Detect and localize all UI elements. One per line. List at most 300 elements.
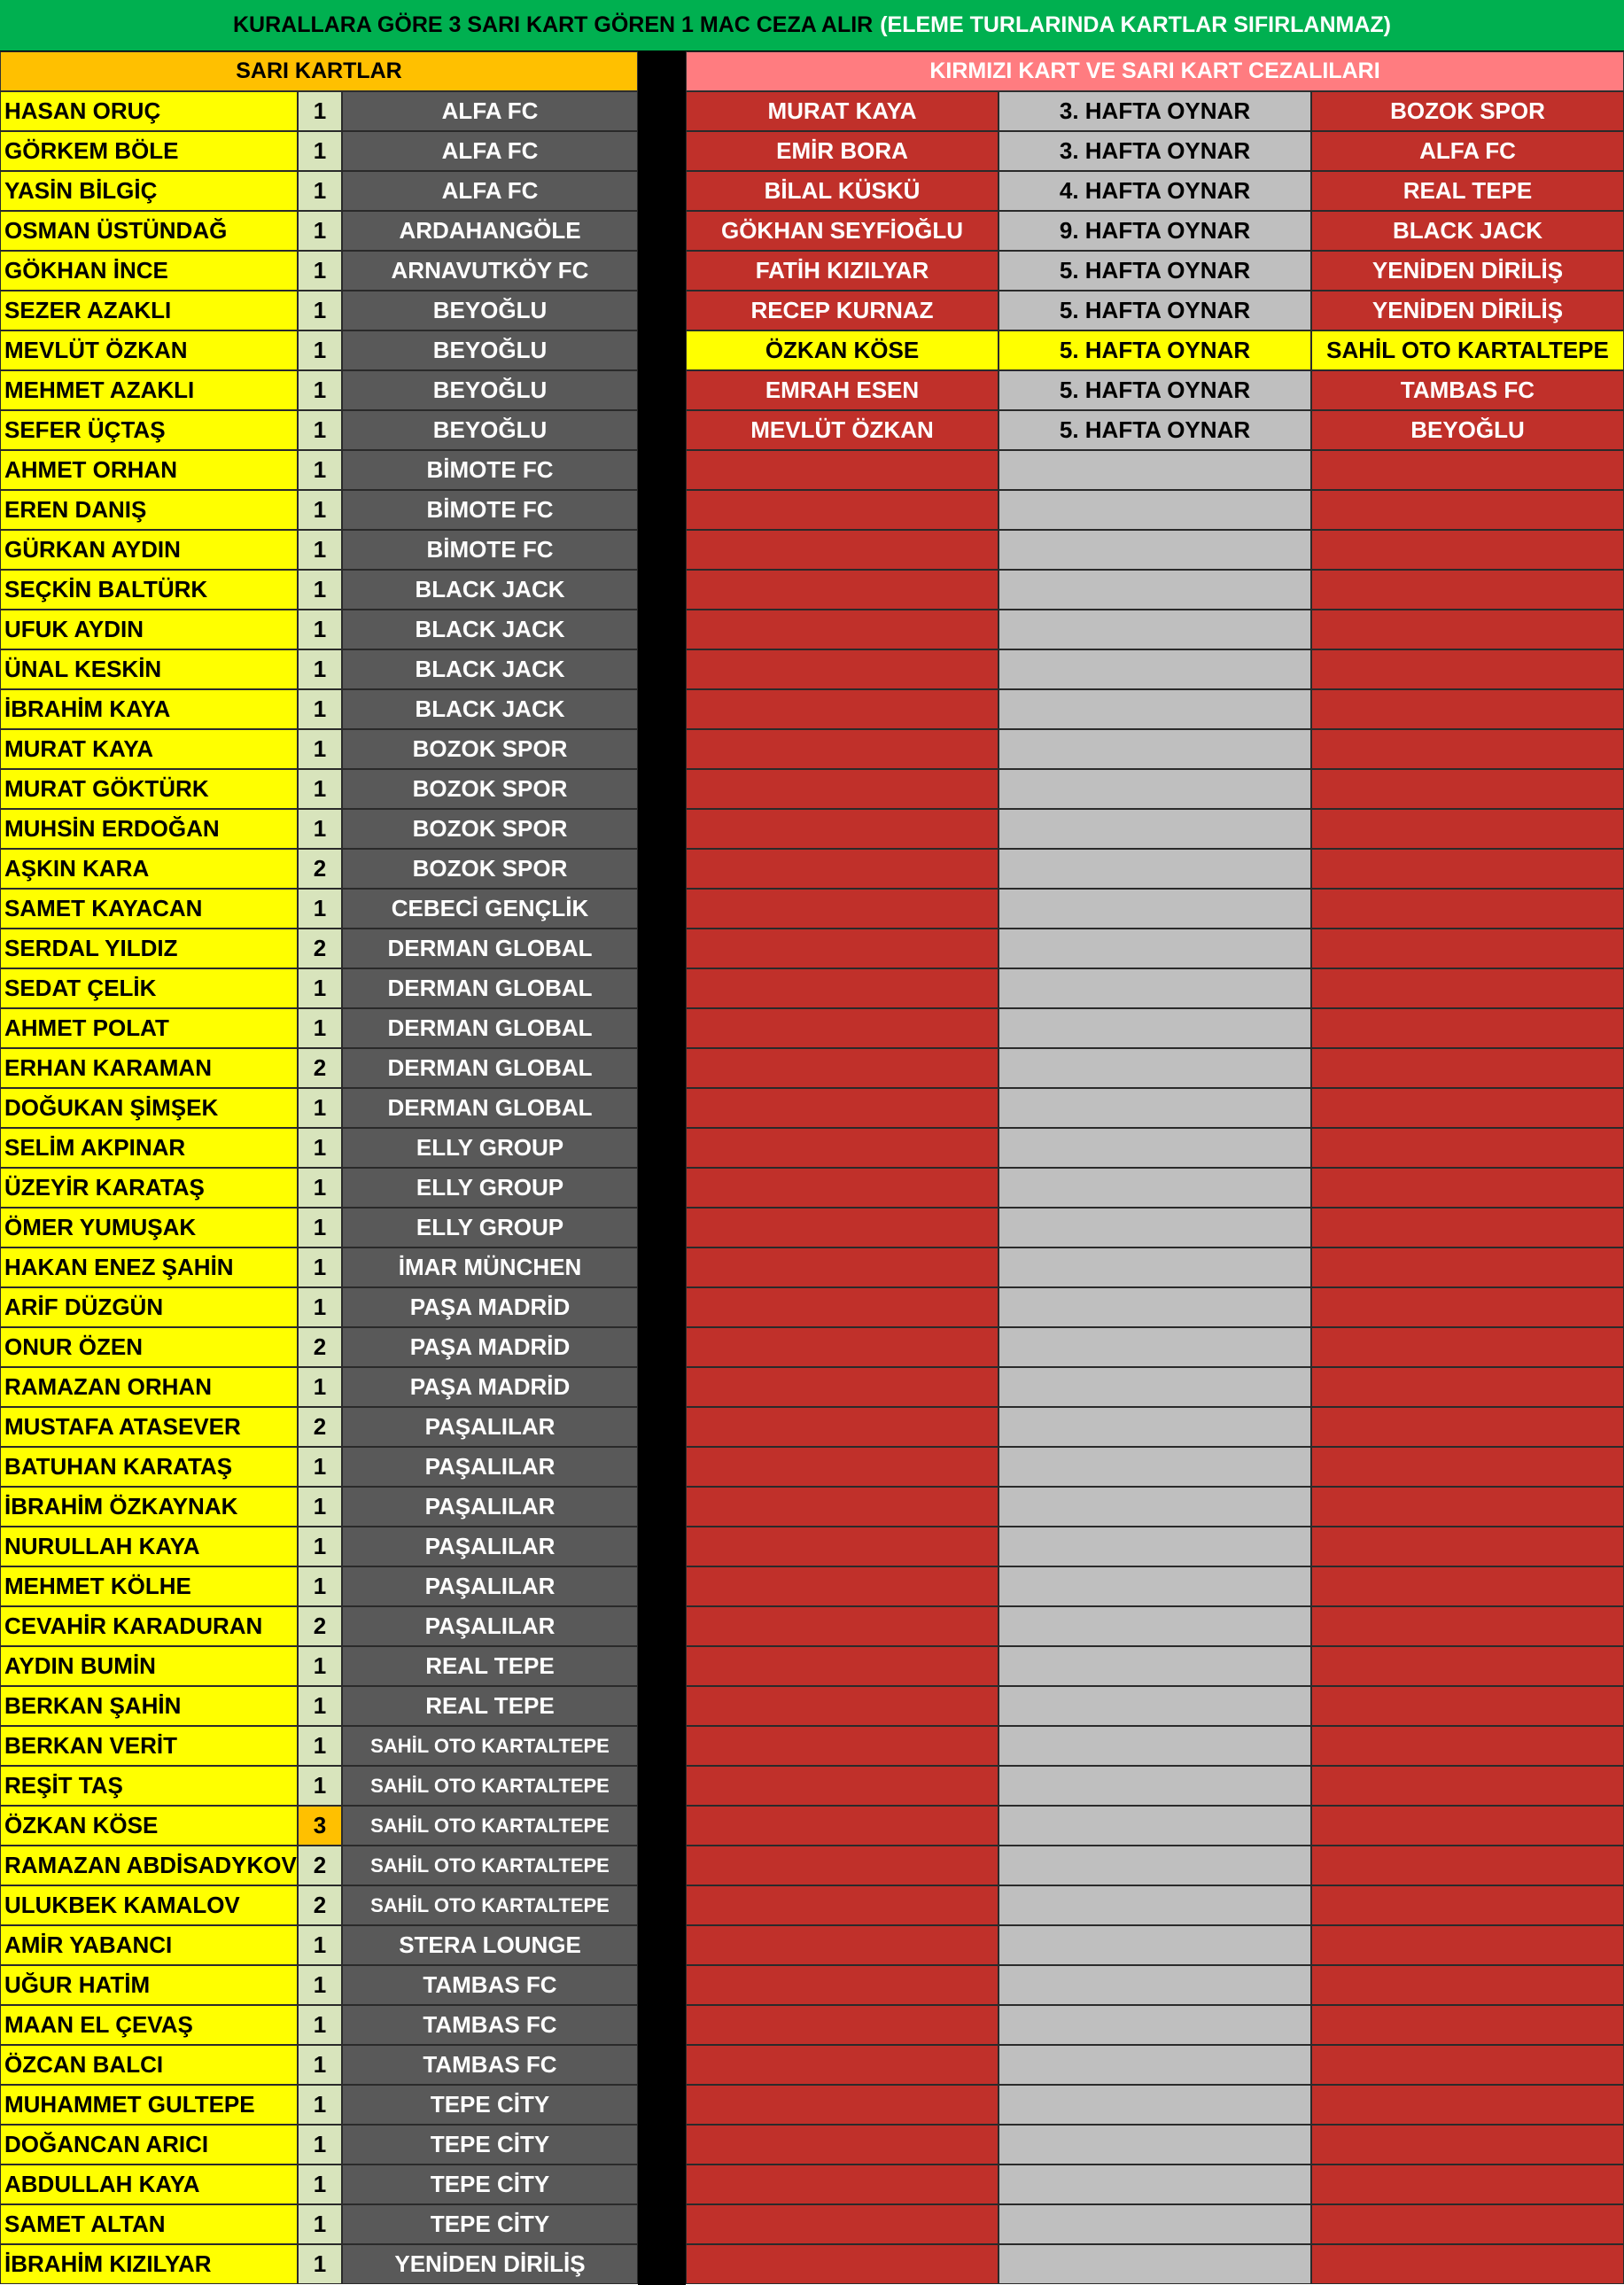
penalized-player-name bbox=[686, 2125, 998, 2165]
table-row bbox=[0, 1367, 638, 1407]
table-row bbox=[0, 2085, 638, 2125]
card-count: 1 bbox=[298, 968, 342, 1008]
table-row bbox=[0, 251, 638, 291]
table-row bbox=[686, 649, 1624, 689]
penalized-team-name: ALFA FC bbox=[1311, 131, 1624, 171]
team-name: PAŞALILAR bbox=[342, 1566, 638, 1606]
suspension-status bbox=[998, 1487, 1311, 1527]
card-count: 1 bbox=[298, 171, 342, 211]
card-count: 1 bbox=[298, 610, 342, 649]
table-row bbox=[686, 1208, 1624, 1247]
table-row bbox=[0, 1925, 638, 1965]
card-count: 2 bbox=[298, 929, 342, 968]
table-row bbox=[686, 2085, 1624, 2125]
team-name: TAMBAS FC bbox=[342, 2045, 638, 2085]
penalized-player-name bbox=[686, 968, 998, 1008]
table-row bbox=[0, 968, 638, 1008]
penalized-team-name bbox=[1311, 968, 1624, 1008]
suspension-status bbox=[998, 809, 1311, 849]
yellow-cards-header: SARI KARTLAR bbox=[0, 51, 638, 91]
table-row bbox=[686, 2244, 1624, 2284]
penalized-player-name bbox=[686, 809, 998, 849]
team-name: BLACK JACK bbox=[342, 610, 638, 649]
card-count: 1 bbox=[298, 450, 342, 490]
penalized-team-name: BOZOK SPOR bbox=[1311, 91, 1624, 131]
suspension-status bbox=[998, 2085, 1311, 2125]
rules-banner-note: (ELEME TURLARINDA KARTLAR SIFIRLANMAZ) bbox=[880, 12, 1392, 37]
team-name: PAŞALILAR bbox=[342, 1407, 638, 1447]
suspension-status bbox=[998, 610, 1311, 649]
table-row bbox=[686, 1407, 1624, 1447]
card-count: 1 bbox=[298, 1168, 342, 1208]
card-count: 2 bbox=[298, 1885, 342, 1925]
table-row bbox=[0, 1965, 638, 2005]
suspension-status bbox=[998, 1606, 1311, 1646]
table-row bbox=[686, 889, 1624, 929]
table-row bbox=[686, 1367, 1624, 1407]
table-row bbox=[686, 689, 1624, 729]
table-row bbox=[686, 1606, 1624, 1646]
penalized-team-name bbox=[1311, 1646, 1624, 1686]
table-row bbox=[686, 610, 1624, 649]
team-name: ALFA FC bbox=[342, 91, 638, 131]
penalized-team-name: YENİDEN DİRİLİŞ bbox=[1311, 251, 1624, 291]
card-count: 1 bbox=[298, 2165, 342, 2204]
penalized-team-name bbox=[1311, 1965, 1624, 2005]
suspension-status bbox=[998, 2125, 1311, 2165]
player-name: AŞKIN KARA bbox=[0, 849, 298, 889]
table-row bbox=[686, 1766, 1624, 1806]
penalized-team-name bbox=[1311, 1128, 1624, 1168]
table-row bbox=[0, 370, 638, 410]
team-name: ELLY GROUP bbox=[342, 1168, 638, 1208]
table-row bbox=[0, 1088, 638, 1128]
player-name: AHMET POLAT bbox=[0, 1008, 298, 1048]
table-row bbox=[686, 171, 1624, 211]
player-name: SEFER ÜÇTAŞ bbox=[0, 410, 298, 450]
suspension-status bbox=[998, 1726, 1311, 1766]
table-row bbox=[0, 2165, 638, 2204]
team-name: PAŞA MADRİD bbox=[342, 1287, 638, 1327]
table-row bbox=[686, 131, 1624, 171]
penalized-player-name bbox=[686, 1885, 998, 1925]
penalized-player-name bbox=[686, 1846, 998, 1885]
team-name: STERA LOUNGE bbox=[342, 1925, 638, 1965]
team-name: BİMOTE FC bbox=[342, 450, 638, 490]
card-count: 1 bbox=[298, 1925, 342, 1965]
table-row bbox=[0, 2005, 638, 2045]
penalized-team-name bbox=[1311, 490, 1624, 530]
player-name: HASAN ORUÇ bbox=[0, 91, 298, 131]
card-count: 2 bbox=[298, 1327, 342, 1367]
player-name: MUSTAFA ATASEVER bbox=[0, 1407, 298, 1447]
table-row bbox=[0, 410, 638, 450]
penalized-player-name bbox=[686, 849, 998, 889]
penalized-player-name bbox=[686, 450, 998, 490]
card-count: 1 bbox=[298, 211, 342, 251]
penalized-team-name bbox=[1311, 1208, 1624, 1247]
suspension-status bbox=[998, 2165, 1311, 2204]
team-name: PAŞA MADRİD bbox=[342, 1327, 638, 1367]
team-name: ALFA FC bbox=[342, 131, 638, 171]
penalized-team-name bbox=[1311, 570, 1624, 610]
team-name: PAŞA MADRİD bbox=[342, 1367, 638, 1407]
player-name: ULUKBEK KAMALOV bbox=[0, 1885, 298, 1925]
suspension-status: 4. HAFTA OYNAR bbox=[998, 171, 1311, 211]
player-name: MEHMET AZAKLI bbox=[0, 370, 298, 410]
suspension-status bbox=[998, 1766, 1311, 1806]
suspension-status: 5. HAFTA OYNAR bbox=[998, 330, 1311, 370]
table-row bbox=[0, 889, 638, 929]
table-row bbox=[686, 929, 1624, 968]
table-row bbox=[0, 689, 638, 729]
penalized-team-name bbox=[1311, 649, 1624, 689]
team-name: SAHİL OTO KARTALTEPE bbox=[342, 1846, 638, 1885]
suspension-status bbox=[998, 1168, 1311, 1208]
penalized-player-name bbox=[686, 2085, 998, 2125]
suspension-status bbox=[998, 1208, 1311, 1247]
card-count: 1 bbox=[298, 1686, 342, 1726]
penalized-team-name bbox=[1311, 929, 1624, 968]
penalized-player-name bbox=[686, 1686, 998, 1726]
card-count: 1 bbox=[298, 490, 342, 530]
table-row bbox=[0, 1048, 638, 1088]
penalized-team-name bbox=[1311, 1806, 1624, 1846]
table-row bbox=[686, 849, 1624, 889]
suspension-status: 9. HAFTA OYNAR bbox=[998, 211, 1311, 251]
suspension-status bbox=[998, 570, 1311, 610]
suspension-status: 3. HAFTA OYNAR bbox=[998, 131, 1311, 171]
table-row bbox=[0, 1208, 638, 1247]
player-name: BERKAN ŞAHİN bbox=[0, 1686, 298, 1726]
team-name: TEPE CİTY bbox=[342, 2125, 638, 2165]
penalized-player-name bbox=[686, 2204, 998, 2244]
card-count: 1 bbox=[298, 291, 342, 330]
penalized-team-name bbox=[1311, 1566, 1624, 1606]
penalized-team-name bbox=[1311, 2165, 1624, 2204]
penalized-team-name bbox=[1311, 889, 1624, 929]
table-row bbox=[686, 1686, 1624, 1726]
penalized-player-name bbox=[686, 530, 998, 570]
penalized-team-name bbox=[1311, 1925, 1624, 1965]
card-count: 1 bbox=[298, 1965, 342, 2005]
player-name: ÖZKAN KÖSE bbox=[0, 1806, 298, 1846]
penalized-team-name bbox=[1311, 1686, 1624, 1726]
penalized-team-name bbox=[1311, 729, 1624, 769]
suspension-status bbox=[998, 1247, 1311, 1287]
table-row bbox=[686, 1527, 1624, 1566]
suspension-status bbox=[998, 530, 1311, 570]
card-count: 1 bbox=[298, 330, 342, 370]
table-row bbox=[686, 1806, 1624, 1846]
penalized-player-name bbox=[686, 689, 998, 729]
card-count: 1 bbox=[298, 1566, 342, 1606]
suspension-status bbox=[998, 1287, 1311, 1327]
suspension-status bbox=[998, 1048, 1311, 1088]
table-row bbox=[0, 1287, 638, 1327]
table-row bbox=[0, 2125, 638, 2165]
suspension-status bbox=[998, 889, 1311, 929]
penalized-team-name bbox=[1311, 2125, 1624, 2165]
player-name: AHMET ORHAN bbox=[0, 450, 298, 490]
suspension-status bbox=[998, 968, 1311, 1008]
penalized-player-name bbox=[686, 610, 998, 649]
table-row bbox=[0, 1766, 638, 1806]
suspension-status bbox=[998, 2204, 1311, 2244]
table-row bbox=[0, 1447, 638, 1487]
suspension-status bbox=[998, 1088, 1311, 1128]
table-row bbox=[0, 1806, 638, 1846]
table-row bbox=[686, 450, 1624, 490]
table-row bbox=[0, 1646, 638, 1686]
penalized-player-name bbox=[686, 2045, 998, 2085]
card-count: 1 bbox=[298, 1367, 342, 1407]
penalized-team-name bbox=[1311, 1606, 1624, 1646]
penalized-team-name bbox=[1311, 1726, 1624, 1766]
table-row bbox=[686, 1885, 1624, 1925]
rules-banner-text: KURALLARA GÖRE 3 SARI KART GÖREN 1 MAC CEZA ALIR bbox=[232, 12, 874, 37]
card-count: 1 bbox=[298, 1008, 342, 1048]
table-row bbox=[686, 330, 1624, 370]
penalized-team-name bbox=[1311, 1487, 1624, 1527]
table-row bbox=[0, 1686, 638, 1726]
penalized-player-name bbox=[686, 1766, 998, 1806]
card-count: 1 bbox=[298, 2204, 342, 2244]
player-name: SEZER AZAKLI bbox=[0, 291, 298, 330]
penalized-team-name: YENİDEN DİRİLİŞ bbox=[1311, 291, 1624, 330]
table-row bbox=[686, 2005, 1624, 2045]
player-name: MURAT KAYA bbox=[0, 729, 298, 769]
table-row bbox=[0, 2045, 638, 2085]
penalized-player-name bbox=[686, 1367, 998, 1407]
penalized-player-name bbox=[686, 2165, 998, 2204]
table-row bbox=[686, 1965, 1624, 2005]
penalized-team-name bbox=[1311, 2045, 1624, 2085]
player-name: BERKAN VERİT bbox=[0, 1726, 298, 1766]
penalized-team-name bbox=[1311, 1247, 1624, 1287]
suspension-status bbox=[998, 490, 1311, 530]
table-row bbox=[686, 370, 1624, 410]
penalized-team-name bbox=[1311, 450, 1624, 490]
player-name: SAMET ALTAN bbox=[0, 2204, 298, 2244]
card-count: 1 bbox=[298, 2085, 342, 2125]
card-count: 1 bbox=[298, 2005, 342, 2045]
card-count: 1 bbox=[298, 729, 342, 769]
suspension-status: 3. HAFTA OYNAR bbox=[998, 91, 1311, 131]
card-count: 1 bbox=[298, 1247, 342, 1287]
suspension-status bbox=[998, 1527, 1311, 1566]
table-row bbox=[0, 1527, 638, 1566]
card-count: 1 bbox=[298, 570, 342, 610]
penalties-header: KIRMIZI KART VE SARI KART CEZALILARI bbox=[686, 51, 1624, 91]
penalized-team-name bbox=[1311, 2244, 1624, 2284]
table-row bbox=[0, 570, 638, 610]
column-separator bbox=[638, 51, 686, 2285]
team-name: ELLY GROUP bbox=[342, 1128, 638, 1168]
table-row bbox=[0, 211, 638, 251]
player-name: EREN DANIŞ bbox=[0, 490, 298, 530]
table-row bbox=[0, 1008, 638, 1048]
suspension-status bbox=[998, 689, 1311, 729]
table-row bbox=[0, 1247, 638, 1287]
team-name: PAŞALILAR bbox=[342, 1606, 638, 1646]
table-row bbox=[0, 91, 638, 131]
player-name: GÜRKAN AYDIN bbox=[0, 530, 298, 570]
table-row bbox=[686, 570, 1624, 610]
card-count: 1 bbox=[298, 1128, 342, 1168]
suspension-status: 5. HAFTA OYNAR bbox=[998, 291, 1311, 330]
player-name: RAMAZAN ABDİSADYKOV bbox=[0, 1846, 298, 1885]
penalized-player-name bbox=[686, 1606, 998, 1646]
team-name: DERMAN GLOBAL bbox=[342, 968, 638, 1008]
penalized-player-name bbox=[686, 769, 998, 809]
suspension-status bbox=[998, 1008, 1311, 1048]
penalized-player-name: BİLAL KÜSKÜ bbox=[686, 171, 998, 211]
table-row bbox=[0, 131, 638, 171]
team-name: SAHİL OTO KARTALTEPE bbox=[342, 1726, 638, 1766]
team-name: PAŞALILAR bbox=[342, 1527, 638, 1566]
table-row bbox=[686, 1327, 1624, 1367]
card-count: 1 bbox=[298, 809, 342, 849]
table-row bbox=[686, 291, 1624, 330]
player-name: İBRAHİM ÖZKAYNAK bbox=[0, 1487, 298, 1527]
player-name: MUHSİN ERDOĞAN bbox=[0, 809, 298, 849]
player-name: MUHAMMET GULTEPE bbox=[0, 2085, 298, 2125]
table-row bbox=[0, 610, 638, 649]
penalized-team-name bbox=[1311, 1527, 1624, 1566]
suspension-status bbox=[998, 2005, 1311, 2045]
penalized-player-name bbox=[686, 2005, 998, 2045]
penalized-team-name: BEYOĞLU bbox=[1311, 410, 1624, 450]
team-name: CEBECİ GENÇLİK bbox=[342, 889, 638, 929]
penalized-player-name: GÖKHAN SEYFİOĞLU bbox=[686, 211, 998, 251]
player-name: SELİM AKPINAR bbox=[0, 1128, 298, 1168]
player-name: ERHAN KARAMAN bbox=[0, 1048, 298, 1088]
player-name: SEDAT ÇELİK bbox=[0, 968, 298, 1008]
card-count: 1 bbox=[298, 1766, 342, 1806]
table-row bbox=[686, 2204, 1624, 2244]
team-name: ALFA FC bbox=[342, 171, 638, 211]
team-name: TEPE CİTY bbox=[342, 2165, 638, 2204]
suspension-status bbox=[998, 1806, 1311, 1846]
penalized-player-name: EMİR BORA bbox=[686, 131, 998, 171]
card-count: 2 bbox=[298, 1048, 342, 1088]
penalized-player-name: ÖZKAN KÖSE bbox=[686, 330, 998, 370]
team-name: TAMBAS FC bbox=[342, 1965, 638, 2005]
team-name: ARNAVUTKÖY FC bbox=[342, 251, 638, 291]
team-name: ELLY GROUP bbox=[342, 1208, 638, 1247]
penalized-player-name bbox=[686, 649, 998, 689]
penalized-player-name bbox=[686, 1447, 998, 1487]
team-name: BLACK JACK bbox=[342, 570, 638, 610]
team-name: BİMOTE FC bbox=[342, 490, 638, 530]
penalized-team-name bbox=[1311, 1287, 1624, 1327]
table-row bbox=[0, 1487, 638, 1527]
player-name: AYDIN BUMİN bbox=[0, 1646, 298, 1686]
penalized-team-name: SAHİL OTO KARTALTEPE bbox=[1311, 330, 1624, 370]
table-row bbox=[0, 330, 638, 370]
team-name: TAMBAS FC bbox=[342, 2005, 638, 2045]
card-count: 1 bbox=[298, 530, 342, 570]
suspension-status bbox=[998, 1965, 1311, 2005]
team-name: SAHİL OTO KARTALTEPE bbox=[342, 1806, 638, 1846]
table-row bbox=[686, 1846, 1624, 1885]
team-name: BOZOK SPOR bbox=[342, 769, 638, 809]
suspension-status bbox=[998, 1407, 1311, 1447]
player-name: SAMET KAYACAN bbox=[0, 889, 298, 929]
card-count: 1 bbox=[298, 1726, 342, 1766]
table-row bbox=[0, 2244, 638, 2284]
penalized-player-name bbox=[686, 1088, 998, 1128]
penalized-player-name: FATİH KIZILYAR bbox=[686, 251, 998, 291]
player-name: ABDULLAH KAYA bbox=[0, 2165, 298, 2204]
table-row bbox=[686, 1128, 1624, 1168]
card-count: 1 bbox=[298, 1447, 342, 1487]
player-name: REŞİT TAŞ bbox=[0, 1766, 298, 1806]
penalized-player-name bbox=[686, 1527, 998, 1566]
penalized-player-name: MEVLÜT ÖZKAN bbox=[686, 410, 998, 450]
suspension-status bbox=[998, 1885, 1311, 1925]
team-name: DERMAN GLOBAL bbox=[342, 1048, 638, 1088]
team-name: BOZOK SPOR bbox=[342, 849, 638, 889]
table-row bbox=[0, 929, 638, 968]
penalized-player-name: EMRAH ESEN bbox=[686, 370, 998, 410]
penalized-player-name bbox=[686, 1048, 998, 1088]
team-name: PAŞALILAR bbox=[342, 1487, 638, 1527]
card-count: 2 bbox=[298, 1606, 342, 1646]
table-row bbox=[0, 450, 638, 490]
penalized-player-name bbox=[686, 1287, 998, 1327]
card-count: 1 bbox=[298, 1527, 342, 1566]
rules-banner bbox=[0, 0, 1624, 51]
penalized-team-name bbox=[1311, 689, 1624, 729]
player-name: ÜZEYİR KARATAŞ bbox=[0, 1168, 298, 1208]
table-row bbox=[686, 1646, 1624, 1686]
card-count: 1 bbox=[298, 131, 342, 171]
card-count: 1 bbox=[298, 410, 342, 450]
suspension-status bbox=[998, 1925, 1311, 1965]
table-row bbox=[0, 490, 638, 530]
penalized-team-name bbox=[1311, 1048, 1624, 1088]
suspension-status bbox=[998, 2045, 1311, 2085]
table-row bbox=[0, 530, 638, 570]
card-count: 1 bbox=[298, 889, 342, 929]
penalized-player-name bbox=[686, 1247, 998, 1287]
suspension-status bbox=[998, 1646, 1311, 1686]
table-row bbox=[686, 968, 1624, 1008]
player-name: DOĞUKAN ŞİMŞEK bbox=[0, 1088, 298, 1128]
penalized-player-name bbox=[686, 1806, 998, 1846]
player-name: MURAT GÖKTÜRK bbox=[0, 769, 298, 809]
table-row bbox=[686, 1168, 1624, 1208]
player-name: RAMAZAN ORHAN bbox=[0, 1367, 298, 1407]
suspension-status bbox=[998, 1686, 1311, 1726]
card-count: 1 bbox=[298, 251, 342, 291]
team-name: BEYOĞLU bbox=[342, 410, 638, 450]
card-count: 1 bbox=[298, 370, 342, 410]
penalized-player-name bbox=[686, 490, 998, 530]
suspension-status: 5. HAFTA OYNAR bbox=[998, 410, 1311, 450]
penalized-player-name bbox=[686, 1965, 998, 2005]
player-name: DOĞANCAN ARICI bbox=[0, 2125, 298, 2165]
card-count: 1 bbox=[298, 1646, 342, 1686]
suspension-status bbox=[998, 849, 1311, 889]
card-count: 2 bbox=[298, 1407, 342, 1447]
team-name: SAHİL OTO KARTALTEPE bbox=[342, 1766, 638, 1806]
team-name: BOZOK SPOR bbox=[342, 729, 638, 769]
penalized-team-name bbox=[1311, 809, 1624, 849]
card-count: 1 bbox=[298, 1208, 342, 1247]
